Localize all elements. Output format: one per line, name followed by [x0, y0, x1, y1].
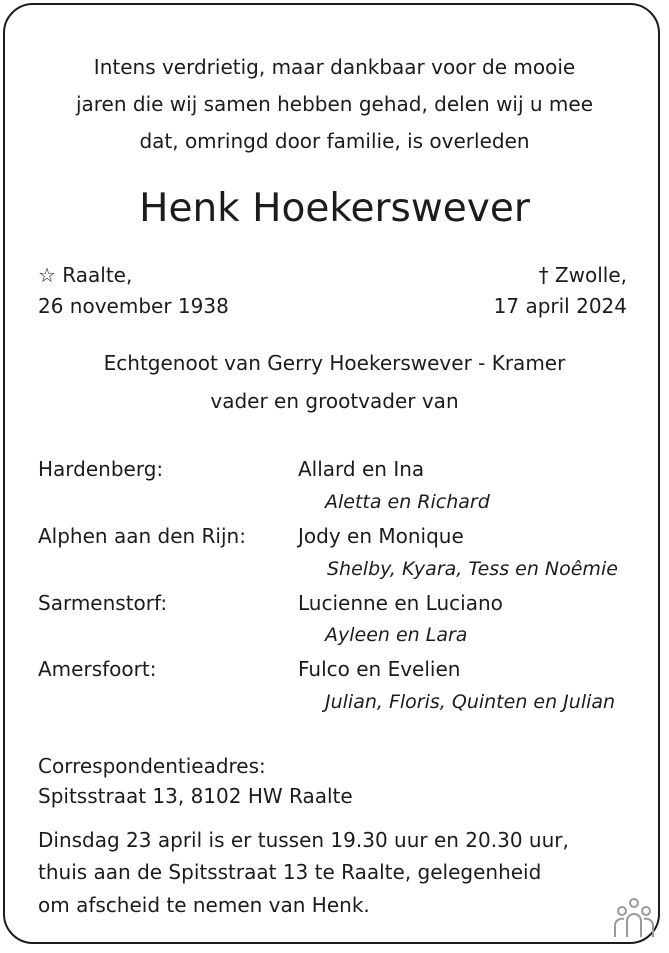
deceased-name: Henk Hoekerswever: [139, 186, 530, 231]
correspondence-label: Correspondentieadres:: [38, 754, 266, 778]
correspondence-address: Spitsstraat 13, 8102 HW Raalte: [38, 784, 353, 808]
family-grandchildren-2: Shelby, Kyara, Tess en Noêmie: [327, 558, 618, 580]
family-children-3: Lucienne en Luciano: [298, 591, 503, 615]
farewell-line-3: om afscheid te nemen van Henk.: [38, 893, 370, 917]
farewell-line-2: thuis aan de Spitsstraat 13 te Raalte, gelegenheid: [38, 860, 542, 884]
family-children-1: Allard en Ina: [298, 457, 425, 481]
family-place-3: Sarmenstorf:: [38, 591, 168, 615]
intro-line-1: Intens verdrietig, maar dankbaar voor de mooie: [93, 55, 576, 79]
people-group-icon: [610, 897, 658, 941]
family-children-4: Fulco en Evelien: [298, 657, 461, 681]
birth-place-text: Raalte,: [62, 263, 133, 287]
intro-line-2: jaren die wij samen hebben gehad, delen wij u mee: [75, 92, 594, 116]
family-children-2: Jody en Monique: [298, 524, 464, 548]
farewell-line-1: Dinsdag 23 april is er tussen 19.30 uur en 20.30 uur,: [38, 828, 569, 852]
family-grandchildren-1: Aletta en Richard: [325, 491, 490, 513]
death-date: 17 april 2024: [493, 294, 627, 318]
birth-date: 26 november 1938: [38, 294, 229, 318]
family-place-4: Amersfoort:: [38, 657, 157, 681]
family-grandchildren-3: Ayleen en Lara: [325, 624, 468, 646]
family-place-2: Alphen aan den Rijn:: [38, 524, 246, 548]
death-place-text: Zwolle,: [554, 263, 627, 287]
cross-icon: †: [538, 263, 549, 287]
intro-line-3: dat, omringd door familie, is overleden: [139, 129, 530, 153]
star-icon: ☆: [38, 263, 56, 287]
death-place: [539, 263, 627, 287]
family-place-1: Hardenberg:: [38, 457, 164, 481]
spouse-line: Echtgenoot van Gerry Hoekerswever - Kramer: [103, 351, 566, 375]
family-grandchildren-4: Julian, Floris, Quinten en Julian: [325, 691, 616, 713]
parent-line: vader en grootvader van: [210, 389, 459, 413]
birth-place: [38, 263, 132, 287]
